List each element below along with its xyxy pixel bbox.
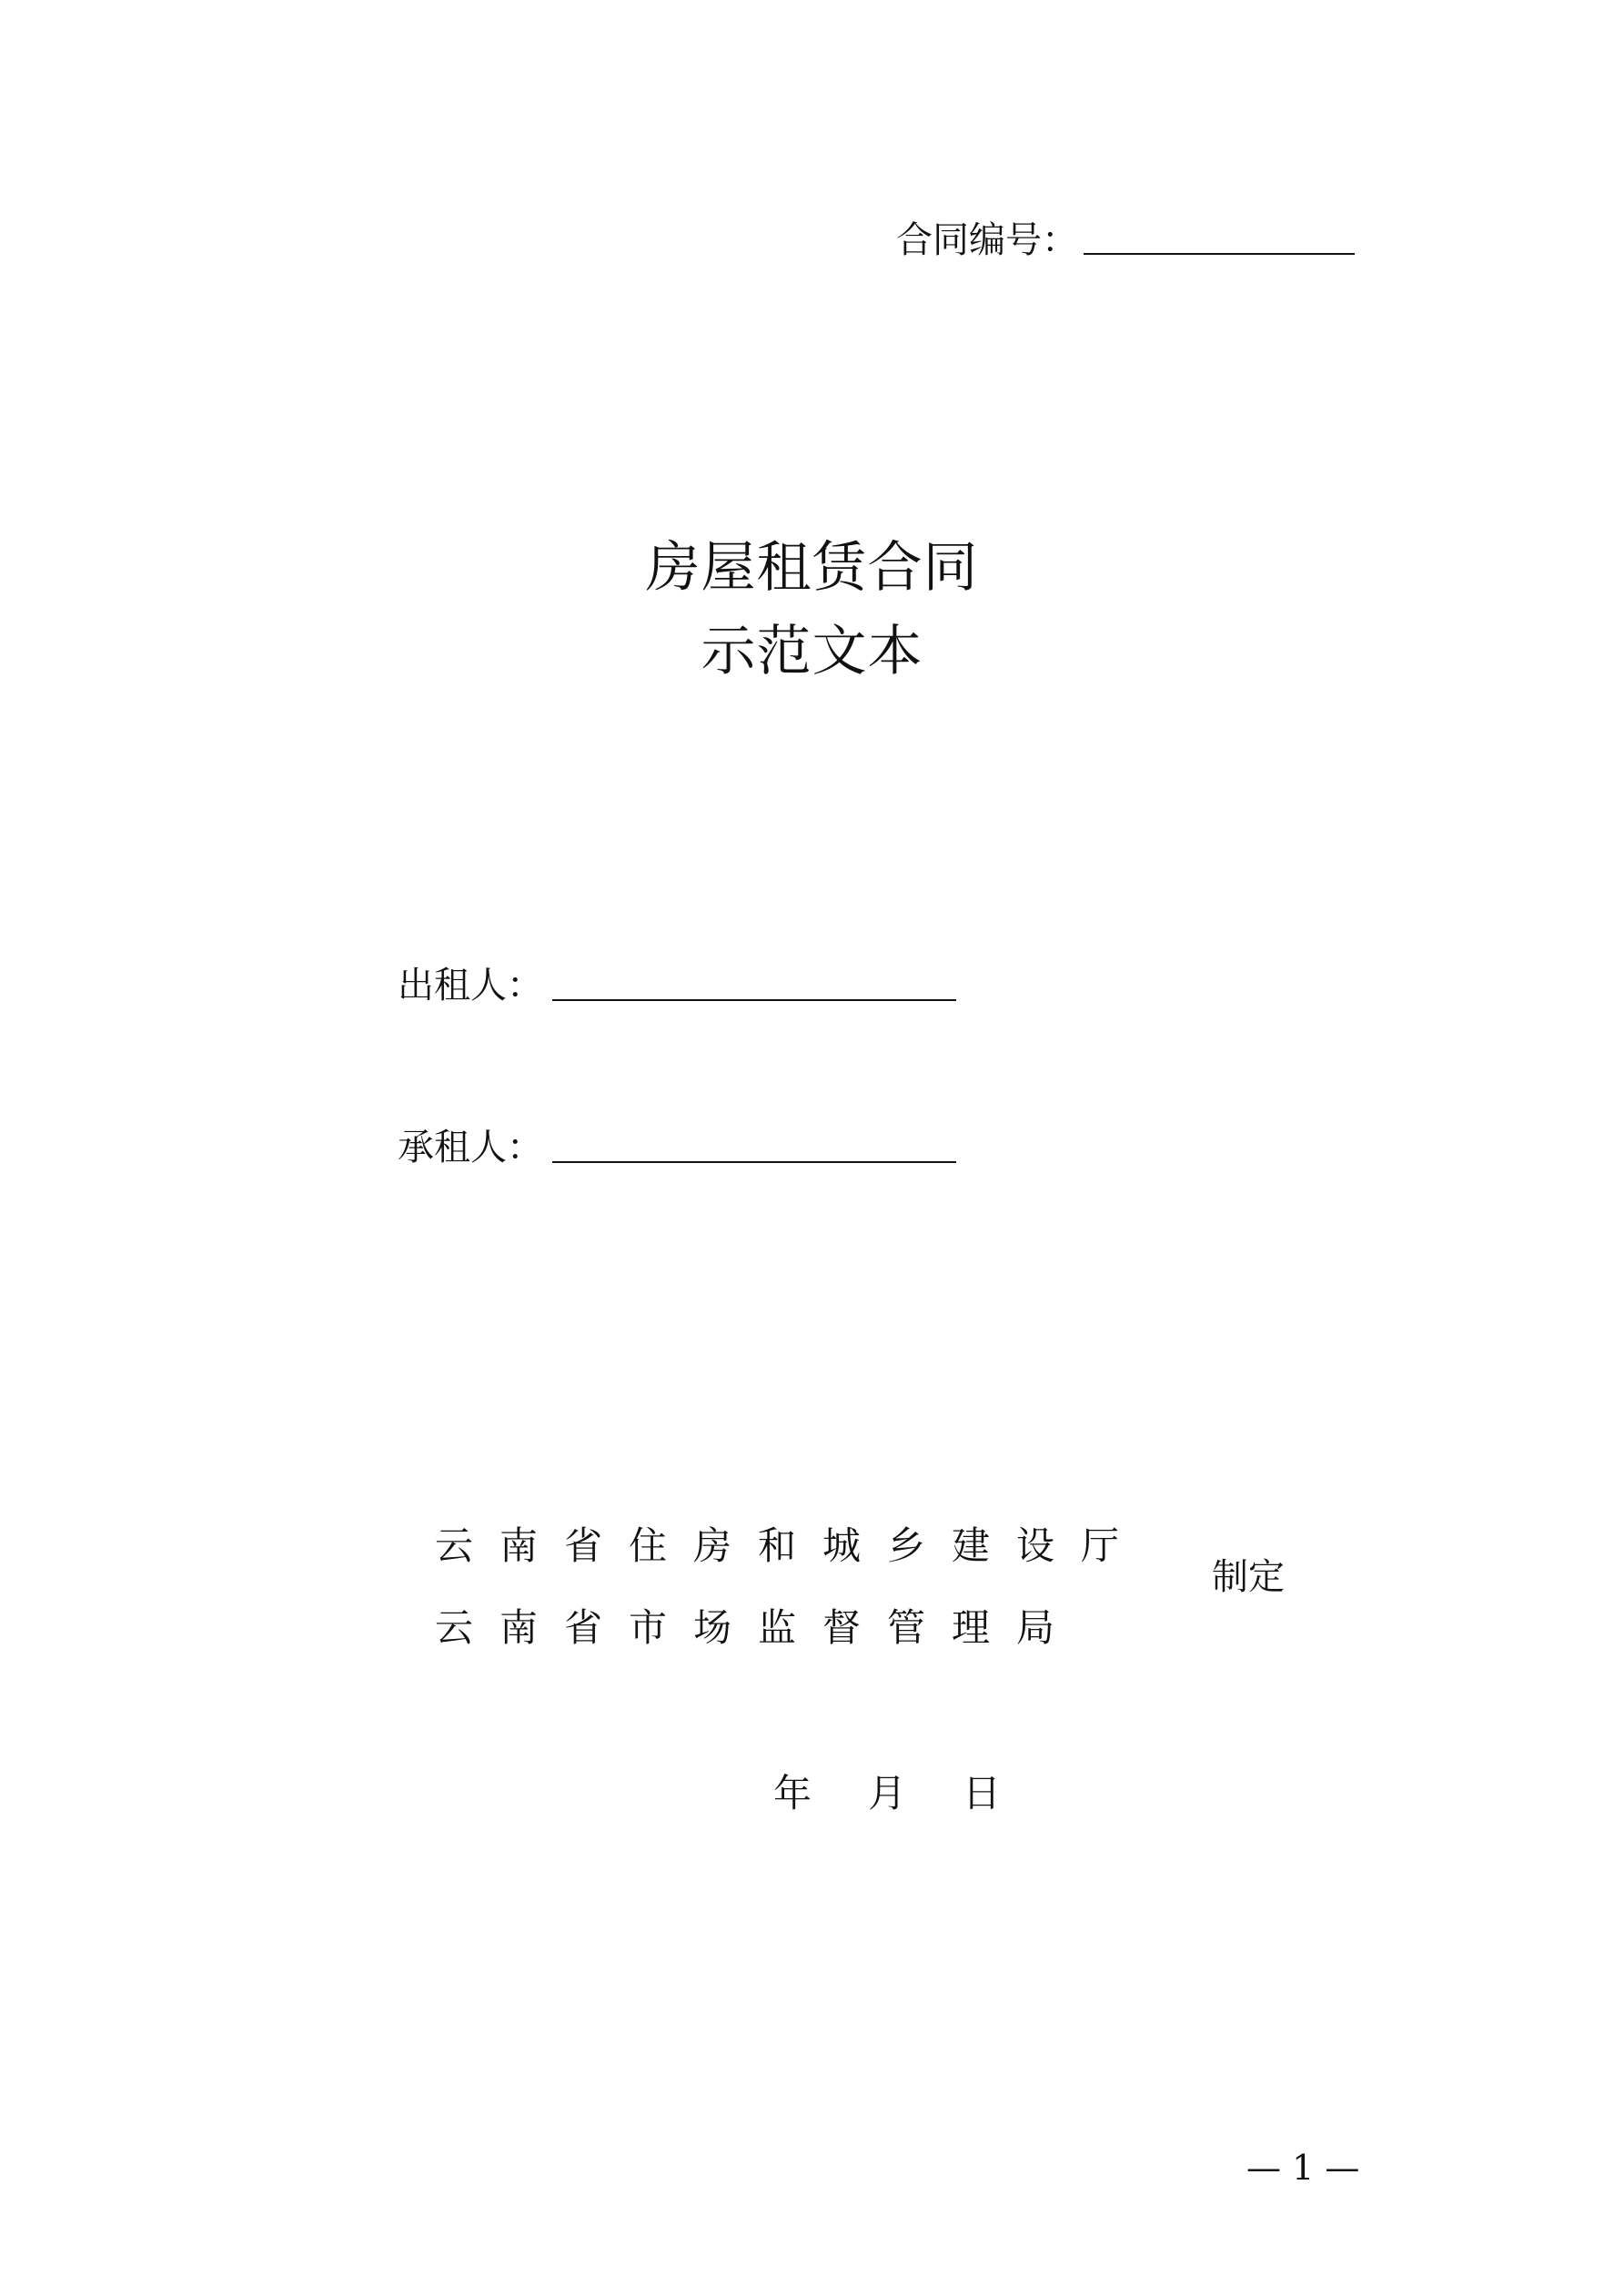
date-line [773,1769,1001,1818]
contract-number-label: 合同编号： [896,219,1078,261]
issued-by-label: 制定 [1212,1556,1285,1598]
lessee-label: 承租人： [398,1127,543,1168]
contract-number-field [896,207,1360,262]
date-month: 月 [868,1771,907,1816]
lessor-blank [552,999,956,1001]
lessor-label: 出租人： [398,965,543,1006]
date-year: 年 [773,1771,812,1816]
title-line-2: 示范文本 [701,620,923,683]
date-day: 日 [963,1771,1002,1816]
lessor-field [398,950,980,1008]
lessee-blank [552,1161,956,1163]
issuing-agency-housing: 云南省住房和城乡建设厅 [435,1523,1146,1568]
contract-number-blank [1084,253,1355,255]
issuing-agency-market: 云南省市场监督管理局 [435,1605,1082,1650]
title-line-1: 房屋租赁合同 [645,536,979,600]
lessee-field [398,1112,980,1170]
page-number: — 1 — [1246,2148,1360,2188]
document-title [0,526,1624,693]
